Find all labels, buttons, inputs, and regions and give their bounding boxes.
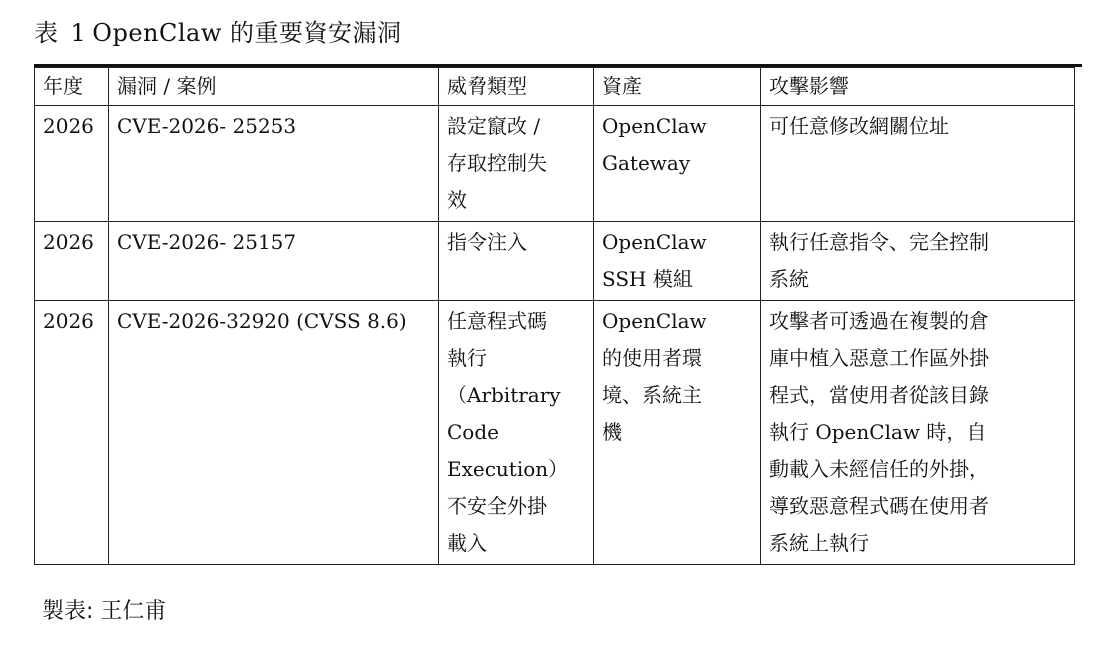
table-row	[35, 222, 1075, 301]
cell-line: OpenClaw	[602, 230, 707, 254]
cell-line: Gateway	[602, 151, 691, 175]
cell-impact	[761, 106, 1075, 222]
table-header-row	[35, 68, 1075, 106]
cell-line: 執行 OpenClaw 時，自	[769, 420, 987, 444]
cell-line: （Arbitrary	[447, 383, 561, 407]
cell-line: 庫中植入惡意工作區外掛	[769, 346, 989, 370]
cell-threat-type	[439, 222, 594, 301]
table-caption	[34, 13, 402, 48]
cell-case: CVE-2026-32920 (CVSS 8.6)	[109, 301, 439, 565]
caption-title: OpenClaw 的重要資安漏洞	[92, 19, 402, 47]
cell-line: Code	[447, 420, 499, 444]
cell-asset	[594, 301, 761, 565]
cell-line: 載入	[447, 531, 487, 555]
cell-line: 導致惡意程式碼在使用者	[769, 494, 989, 518]
cell-line: 系統上執行	[769, 531, 869, 555]
cell-threat-type	[439, 106, 594, 222]
cell-line: Execution）	[447, 457, 569, 481]
cell-impact	[761, 301, 1075, 565]
cell-asset	[594, 106, 761, 222]
cell-line: 存取控制失	[447, 151, 547, 175]
cell-line: 系統	[769, 267, 809, 291]
cell-line: 機	[602, 420, 622, 444]
caption-number: 1	[70, 19, 87, 47]
cell-line: 程式，當使用者從該目錄	[769, 383, 989, 407]
header-threat-type: 威脅類型	[439, 68, 594, 106]
cell-line: SSH 模組	[602, 267, 693, 291]
header-case: 漏洞 / 案例	[109, 68, 439, 106]
cell-year: 2026	[35, 106, 109, 222]
cell-year: 2026	[35, 222, 109, 301]
cell-asset	[594, 222, 761, 301]
cell-line: 動載入未經信任的外掛，	[769, 457, 989, 481]
cell-line: OpenClaw	[602, 114, 707, 138]
cell-case: CVE-2026- 25253	[109, 106, 439, 222]
caption-prefix: 表	[34, 19, 59, 47]
table-row	[35, 301, 1075, 565]
header-year: 年度	[35, 68, 109, 106]
cell-impact	[761, 222, 1075, 301]
table-credit: 製表: 王仁甫	[42, 599, 167, 624]
cell-threat-type	[439, 301, 594, 565]
cell-line: OpenClaw	[602, 309, 707, 333]
cell-line: 境、系統主	[602, 383, 702, 407]
cell-line: 可任意修改網關位址	[769, 114, 949, 138]
cell-line: 指令注入	[447, 230, 527, 254]
cell-year: 2026	[35, 301, 109, 565]
cell-line: 任意程式碼	[447, 309, 547, 333]
cell-line: 不安全外掛	[447, 494, 547, 518]
cell-line: 設定竄改 /	[447, 114, 541, 138]
cell-line: 的使用者環	[602, 346, 702, 370]
cell-line: 攻擊者可透過在複製的倉	[769, 309, 989, 333]
vulnerability-table	[34, 67, 1075, 565]
header-impact: 攻擊影響	[761, 68, 1075, 106]
table-row	[35, 106, 1075, 222]
header-asset: 資產	[594, 68, 761, 106]
cell-case: CVE-2026- 25157	[109, 222, 439, 301]
cell-line: 效	[447, 188, 467, 212]
cell-line: 執行	[447, 346, 487, 370]
cell-line: 執行任意指令、完全控制	[769, 230, 989, 254]
